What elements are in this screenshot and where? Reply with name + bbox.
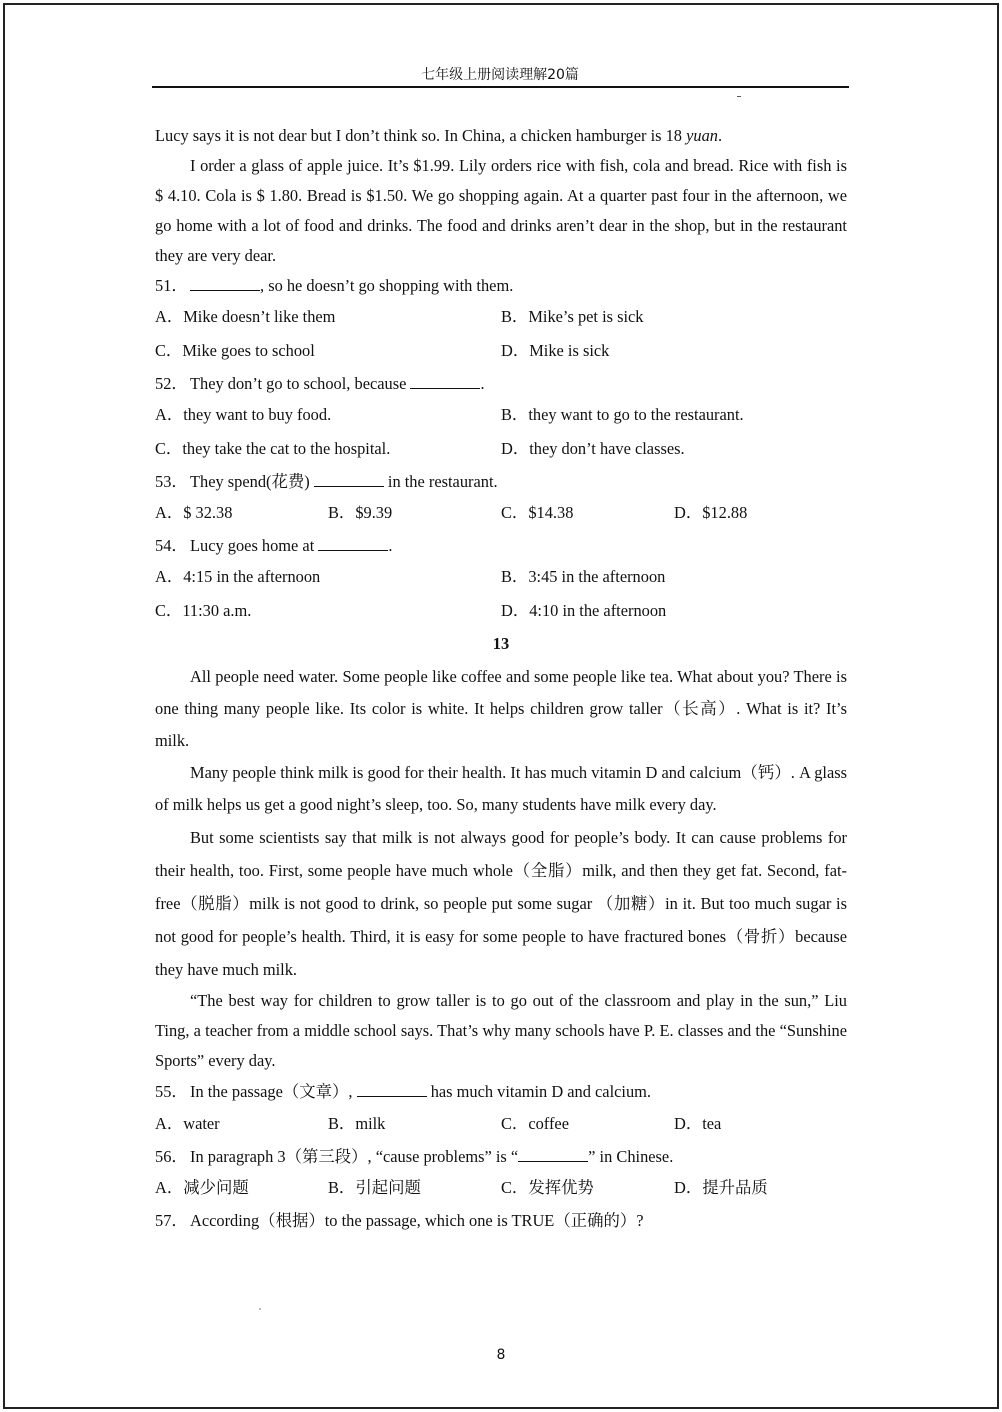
- option-d: D．Mike is sick: [501, 341, 610, 360]
- options-row: [155, 399, 847, 433]
- option-d: D．they don’t have classes.: [501, 439, 685, 458]
- question-text: , so he doesn’t go shopping with them.: [260, 276, 514, 295]
- passage-paragraph: Many people think milk is good for their health. It has much vitamin D and calcium（钙）. A glass of milk helps us get a good night’s sleep, too. So, many students have milk every day.: [155, 763, 847, 814]
- question-text: They don’t go to school, because: [190, 374, 411, 393]
- question-55: [155, 1076, 847, 1108]
- options-row: [155, 497, 847, 531]
- answer-blank: [314, 470, 384, 487]
- option-b: B．$9.39: [328, 503, 393, 522]
- question-text: Lucy goes home at: [190, 536, 319, 555]
- question-text: ” in Chinese.: [588, 1147, 674, 1166]
- passage-paragraph: “The best way for children to grow taller is to go out of the classroom and play in the sun,” Liu Ting, a teacher from a middle school says. That’s why many schools have P. E. classes and the “Sunshine Sports” every day.: [155, 991, 847, 1070]
- options-row: [155, 1172, 847, 1206]
- passage-paragraph: I order a glass of apple juice. It’s $1.99. Lily orders rice with fish, cola and bread. Rice with fish is $ 4.10. Cola is $ 1.80. Bread is $1.50. We go shopping again. At a quarter past four in the afternoon, we go home with a lot of food and drinks. The food and drinks aren’t dear in the shop, but in the restaurant they are very dear.: [155, 156, 847, 265]
- question-number: 55．: [155, 1082, 188, 1101]
- passage-paragraph: But some scientists say that milk is not always good for people’s body. It can cause problems for their health, too. First, some people have much whole（全脂）milk, and then they get fat. Second, fat-free（脱脂）milk is not good to drink, so people put some sugar （加糖）in it. But too much sugar is not good for people’s health. Third, it is easy for some people to have fractured bones（骨折）because they have much milk.: [155, 828, 847, 979]
- answer-blank: [318, 534, 388, 551]
- question-56: [155, 1142, 847, 1172]
- option-a: A．water: [155, 1114, 220, 1133]
- option-c: C．发挥优势: [501, 1178, 594, 1197]
- question-text: .: [480, 374, 485, 393]
- answer-blank: [357, 1080, 427, 1097]
- option-d: D．$12.88: [674, 503, 748, 522]
- options-row: [155, 301, 847, 335]
- option-b: B．3:45 in the afternoon: [501, 567, 666, 586]
- passage-paragraph: All people need water. Some people like coffee and some people like tea. What about you? There is one thing many people like. Its color is white. It helps children grow taller（长高）. What is it? It’s milk.: [155, 667, 847, 750]
- question-51: [155, 271, 847, 301]
- option-b: B．milk: [328, 1114, 386, 1133]
- scan-speck: [259, 1308, 261, 1310]
- option-d: D．4:10 in the afternoon: [501, 601, 667, 620]
- option-c: C．they take the cat to the hospital.: [155, 439, 391, 458]
- option-a: A．减少问题: [155, 1178, 249, 1197]
- answer-blank: [518, 1145, 588, 1162]
- option-a: A．4:15 in the afternoon: [155, 567, 321, 586]
- page-content: [155, 121, 847, 1236]
- paragraph-text: .: [717, 126, 723, 145]
- option-a: A．they want to buy food.: [155, 405, 332, 424]
- option-c: C．$14.38: [501, 503, 574, 522]
- answer-blank: [410, 372, 480, 389]
- option-a: A．Mike doesn’t like them: [155, 307, 336, 326]
- question-number: 57．: [155, 1211, 188, 1230]
- option-a: A．$ 32.38: [155, 503, 233, 522]
- question-text: According（根据）to the passage, which one is TRUE（正确的）?: [190, 1211, 644, 1230]
- option-b: B．引起问题: [328, 1178, 421, 1197]
- section-number: 13: [492, 634, 510, 653]
- question-text: in the restaurant.: [383, 472, 498, 491]
- option-d: D．提升品质: [674, 1178, 768, 1197]
- options-row: [155, 1108, 847, 1142]
- option-c: C．Mike goes to school: [155, 341, 315, 360]
- options-row: [155, 433, 847, 467]
- option-b: B．Mike’s pet is sick: [501, 307, 644, 326]
- paragraph-text: Lucy says it is not dear but I don’t think so. In China, a chicken hamburger is 18: [155, 126, 687, 145]
- question-53: [155, 467, 847, 497]
- options-row: [155, 335, 847, 369]
- question-54: [155, 531, 847, 561]
- header-rule: [152, 86, 849, 88]
- question-text: They spend(花费): [190, 472, 314, 491]
- question-57: [155, 1206, 847, 1236]
- running-header: 七年级上册阅读理解20篇: [421, 67, 579, 83]
- question-text: In paragraph 3（第三段）, “cause problems” is “: [190, 1147, 519, 1166]
- option-c: C．coffee: [501, 1114, 569, 1133]
- option-c: C．11:30 a.m.: [155, 601, 252, 620]
- italic-word: yuan: [686, 126, 718, 145]
- question-number: 51．: [155, 276, 188, 295]
- question-number: 52．: [155, 374, 188, 393]
- question-number: 54．: [155, 536, 188, 555]
- question-number: 53．: [155, 472, 188, 491]
- options-row: [155, 561, 847, 595]
- header-mark: [737, 96, 741, 97]
- options-row: [155, 595, 847, 629]
- passage-paragraph: [155, 121, 847, 151]
- answer-blank: [190, 274, 260, 291]
- question-52: [155, 369, 847, 399]
- question-text: In the passage（文章）,: [190, 1082, 357, 1101]
- question-number: 56．: [155, 1147, 188, 1166]
- question-text: has much vitamin D and calcium.: [426, 1082, 652, 1101]
- question-text: .: [388, 536, 393, 555]
- option-d: D．tea: [674, 1114, 722, 1133]
- page-number: 8: [496, 1347, 506, 1363]
- option-b: B．they want to go to the restaurant.: [501, 405, 744, 424]
